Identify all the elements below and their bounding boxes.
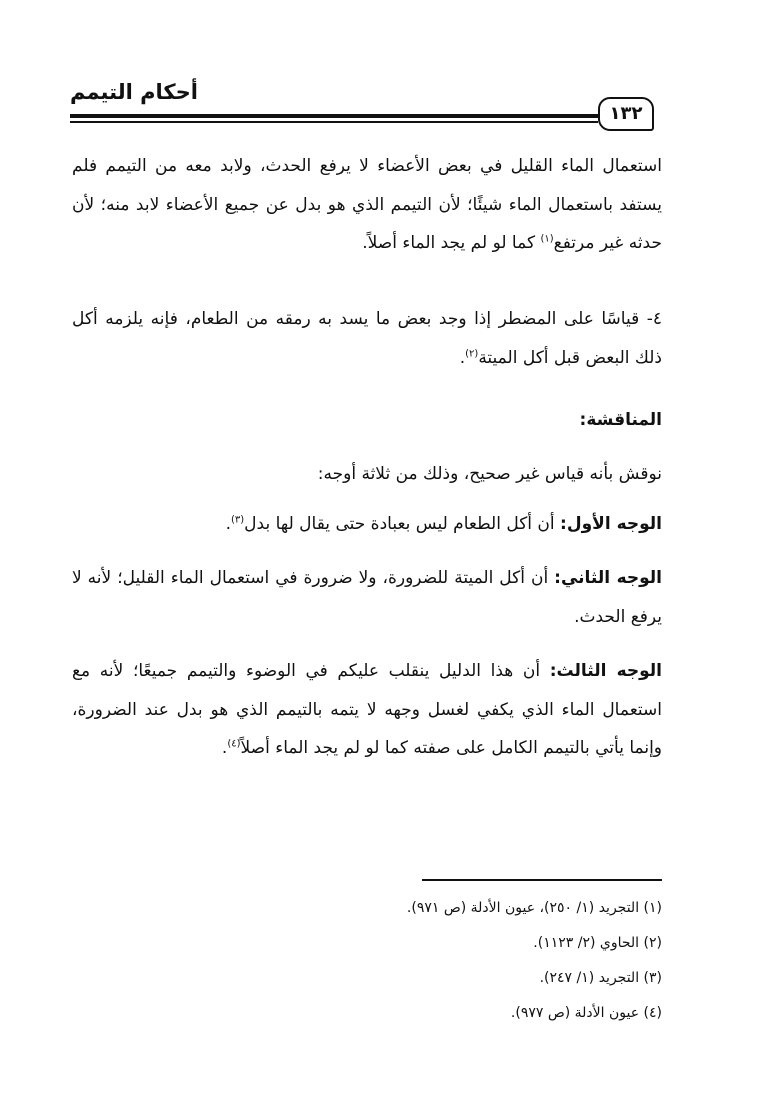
paragraph-period: . (221, 738, 228, 758)
paragraph-second-aspect (72, 559, 662, 636)
footnote-item-1: (١) التجريد (١/ ٢٥٠)، عيون الأدلة (ص ٩٧١). (406, 900, 662, 916)
footnote-item-3: (٣) التجريد (١/ ٢٤٧). (539, 970, 662, 986)
discussion-heading: المناقشة: (579, 410, 662, 430)
paragraph-text: أن أكل الميتة للضرورة، ولا ضرورة في استعمال الماء القليل؛ لأنه لا يرفع الحدث. (72, 568, 662, 627)
footnote-marker-2: (٢) (465, 347, 479, 359)
paragraph-text: كما لو لم يجد الماء أصلاً. (362, 233, 536, 253)
aspect-label: الوجه الثالث: (549, 661, 662, 681)
paragraph-text: أن هذا الدليل ينقلب عليكم في الوضوء والتيمم جميعًا؛ لأنه مع استعمال الماء الذي يكفي لغسل وجهه لا يتمه بالتيمم الذي هو بدل عند الضرورة، وإنما يأتي بالتيمم الكامل على صفته كما لو لم يجد الماء أصلاً (72, 661, 662, 758)
paragraph-period: . (225, 514, 231, 534)
paragraph-argument-4 (72, 300, 662, 377)
paragraph-first-aspect (72, 505, 662, 544)
footnote-item-2: (٢) الحاوي (٢/ ١١٢٣). (533, 935, 662, 951)
running-header-title: أحكام التيمم (70, 80, 198, 104)
paragraph-text: أن أكل الطعام ليس بعبادة حتى يقال لها بدل (244, 514, 555, 534)
page-number-badge: ١٣٢ (598, 97, 654, 131)
header-rule-thick (70, 114, 598, 118)
paragraph-argument-continuation (72, 147, 662, 263)
aspect-label: الوجه الأول: (560, 514, 662, 534)
header-rule-thin (70, 121, 598, 123)
paragraph-discussion-intro: نوقش بأنه قياس غير صحيح، وذلك من ثلاثة أوجه: (317, 464, 662, 484)
paragraph-text: ٤- قياسًا على المضطر إذا وجد بعض ما يسد به رمقه من الطعام، فإنه يلزمه أكل ذلك البعض قبل أكل الميتة (72, 309, 662, 368)
footnote-marker-1: (١) (540, 233, 554, 245)
paragraph-third-aspect (72, 652, 662, 768)
footnote-item-4: (٤) عيون الأدلة (ص ٩٧٧). (510, 1005, 662, 1021)
aspect-label: الوجه الثاني: (554, 568, 663, 588)
footnote-marker-4: (٤) (227, 738, 241, 750)
footnote-separator (422, 879, 662, 881)
paragraph-period: . (459, 347, 466, 368)
paragraph-text: استعمال الماء القليل في بعض الأعضاء لا يرفع الحدث، ولابد معه من التيمم فلم يستفد باستعمال الماء شيئًا؛ لأن التيمم الذي هو بدل عن جميع الأعضاء لابد منه؛ لأن حدثه غير مرتفع (72, 156, 662, 253)
footnote-marker-3: (٣) (230, 514, 245, 526)
footnotes-list (72, 898, 662, 1038)
